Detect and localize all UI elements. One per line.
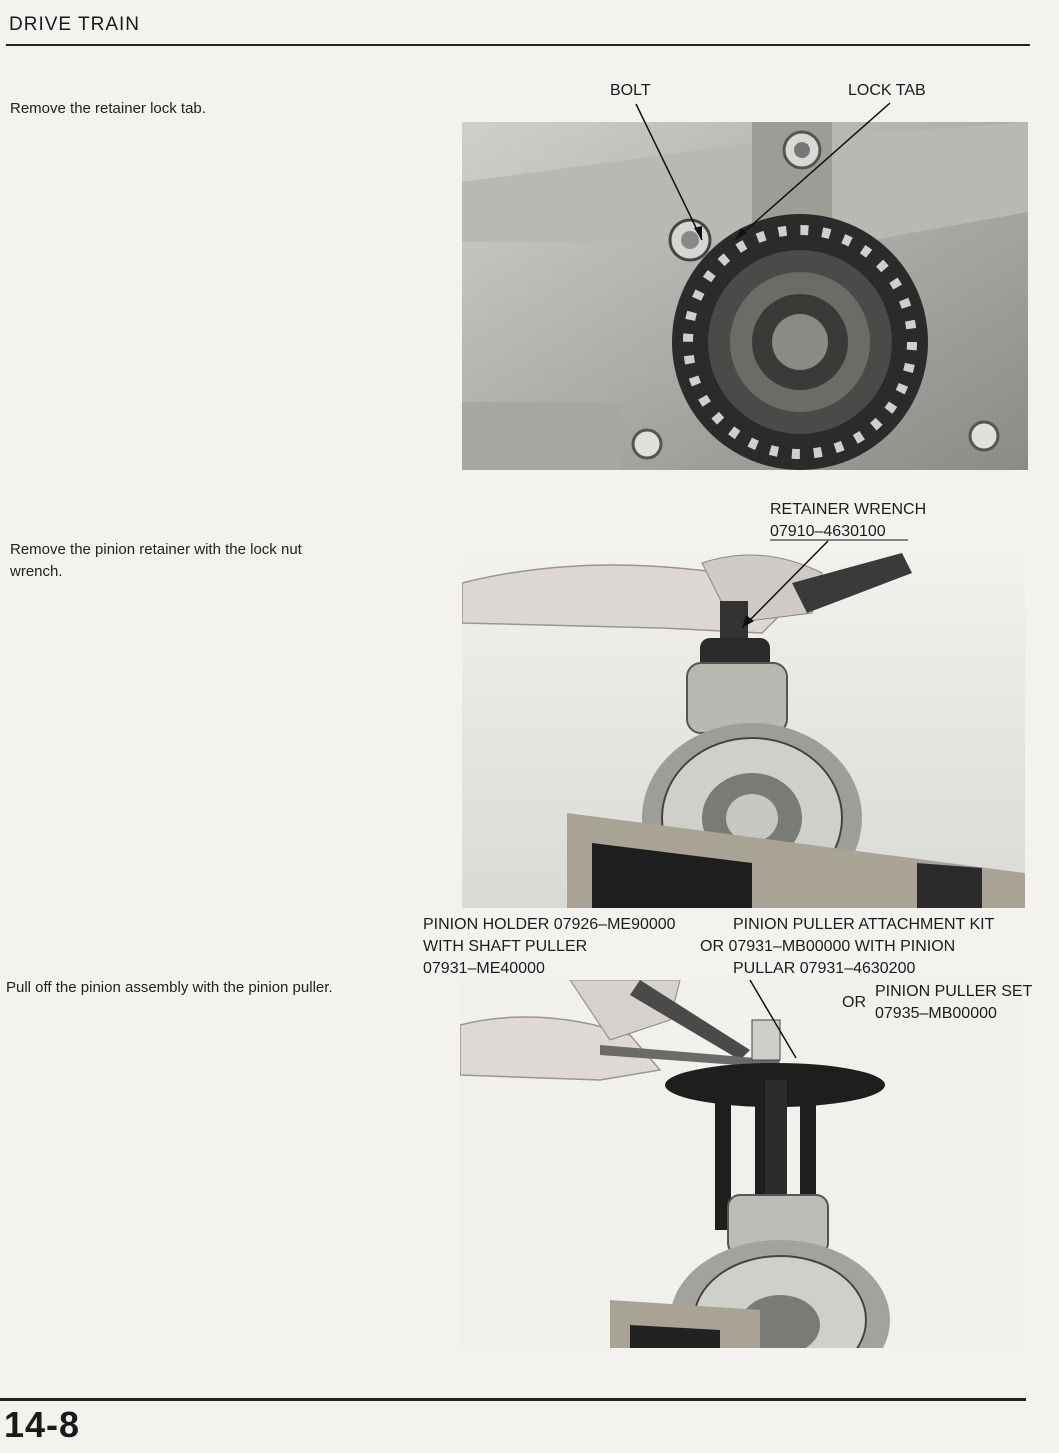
photo-lock-tab: [462, 122, 1028, 470]
label-puller-kit-line2: OR 07931–MB00000 WITH PINION: [700, 938, 956, 955]
label-or: OR: [842, 994, 866, 1011]
label-puller-set-line2: 07935–MB00000: [875, 1005, 997, 1022]
header-divider: [6, 44, 1030, 46]
label-pinion-holder-line3: 07931–ME40000: [423, 960, 545, 977]
step-2-text-line1: Remove the pinion retainer with the lock nut: [10, 541, 302, 558]
label-bolt: BOLT: [610, 82, 651, 99]
label-lock-tab: LOCK TAB: [848, 82, 926, 99]
label-retainer-wrench-part-number: 07910–4630100: [770, 523, 886, 540]
footer-divider: [0, 1398, 1026, 1401]
page-number: 14-8: [4, 1404, 81, 1445]
photo-retainer-wrench: [462, 543, 1025, 908]
step-1-text: Remove the retainer lock tab.: [10, 100, 206, 117]
photo-pinion-puller: [460, 980, 1023, 1348]
label-pinion-holder-line1: PINION HOLDER 07926–ME90000: [423, 916, 676, 933]
section-title: DRIVE TRAIN: [9, 14, 141, 35]
label-puller-kit-line3: PULLAR 07931–4630200: [733, 960, 916, 977]
label-puller-set-line1: PINION PULLER SET: [875, 983, 1033, 1000]
label-pinion-holder-line2: WITH SHAFT PULLER: [423, 938, 588, 955]
step-3-text: Pull off the pinion assembly with the pinion puller.: [6, 979, 333, 996]
label-retainer-wrench: RETAINER WRENCH: [770, 501, 927, 518]
step-2-text-line2: wrench.: [10, 563, 63, 580]
label-puller-kit-line1: PINION PULLER ATTACHMENT KIT: [733, 916, 995, 933]
